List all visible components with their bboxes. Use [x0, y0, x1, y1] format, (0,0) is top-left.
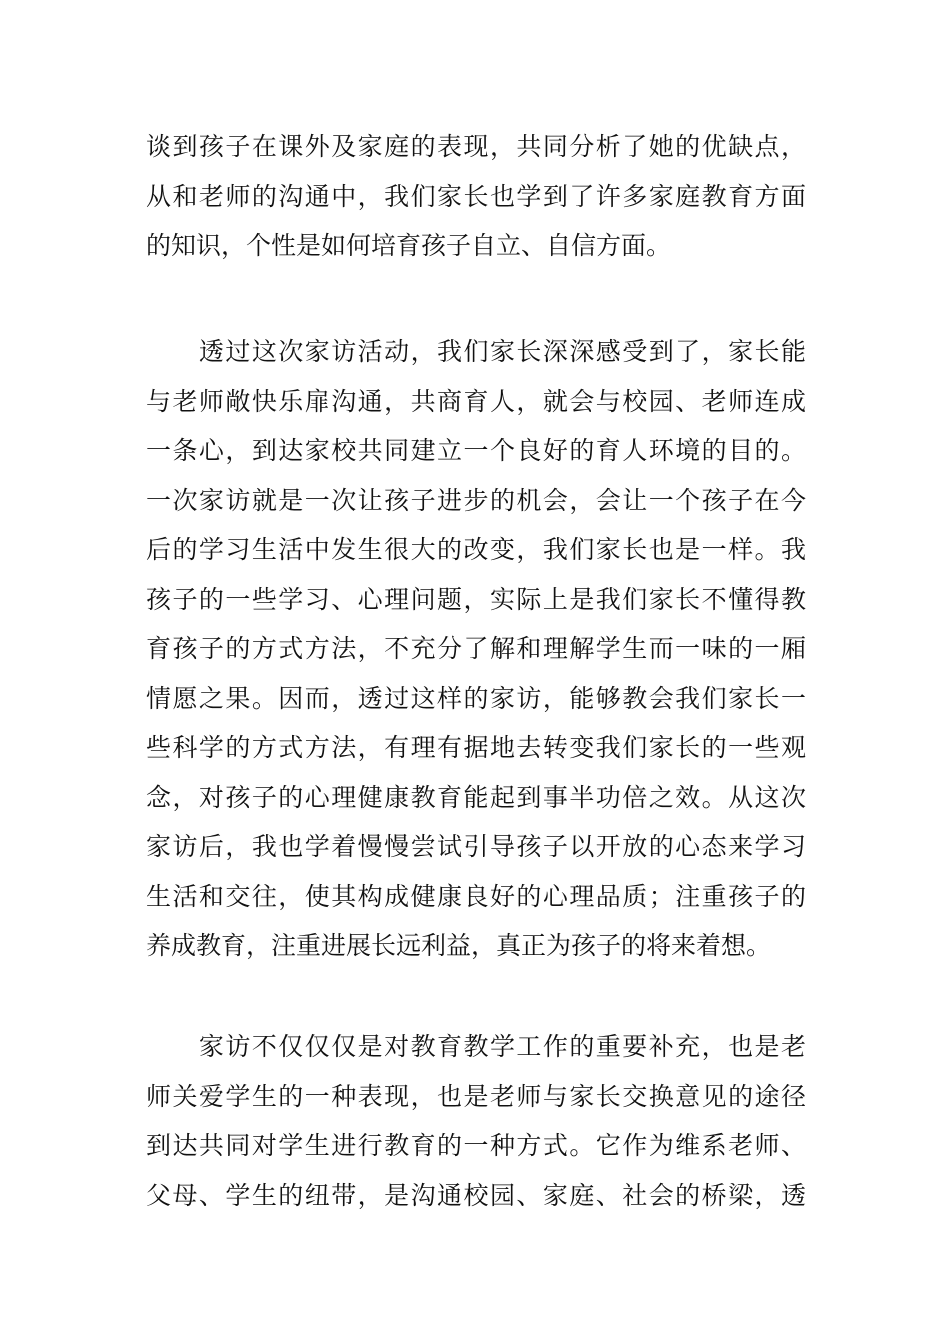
text-line: 到达共同对学生进行教育的一种方式。它作为维系老师、: [146, 1131, 806, 1160]
text-line: 孩子的一些学习、心理问题，实际上是我们家长不懂得教: [146, 584, 806, 614]
text-line: 的知识，个性是如何培育孩子自立、自信方面。: [146, 231, 672, 260]
text-line: 与老师敞快乐扉沟通，共商育人，就会与校园、老师连成: [146, 386, 806, 416]
text-line: 谈到孩子在课外及家庭的表现，共同分析了她的优缺点，: [146, 132, 806, 161]
text-line: 一次家访就是一次让孩子进步的机会，会让一个孩子在今: [146, 485, 806, 515]
text-line: 些科学的方式方法，有理有据地去转变我们家长的一些观: [146, 733, 806, 762]
text-line: 师关爱学生的一种表现，也是老师与家长交换意见的途径: [146, 1081, 806, 1111]
text-line: 养成教育，注重进展长远利益，真正为孩子的将来着想。: [146, 931, 772, 960]
text-line: 家访不仅仅仅是对教育教学工作的重要补充，也是老: [146, 1032, 806, 1061]
paragraph-2: [146, 327, 806, 971]
paragraph-3: [146, 1022, 806, 1220]
text-line: 情愿之果。因而，透过这样的家访，能够教会我们家长一: [146, 683, 806, 713]
paragraph-1: [146, 122, 806, 271]
text-line: 后的学习生活中发生很大的改变，我们家长也是一样。我: [146, 535, 806, 564]
text-line: 育孩子的方式方法，不充分了解和理解学生而一味的一厢: [146, 634, 806, 663]
text-line: 父母、学生的纽带，是沟通校园、家庭、社会的桥梁，透: [146, 1180, 806, 1210]
text-line: 从和老师的沟通中，我们家长也学到了许多家庭教育方面: [146, 181, 806, 211]
text-line: 生活和交往，使其构成健康良好的心理品质；注重孩子的: [146, 881, 806, 911]
text-line: 念，对孩子的心理健康教育能起到事半功倍之效。从这次: [146, 782, 806, 812]
text-line: 一条心，到达家校共同建立一个良好的育人环境的目的。: [146, 436, 806, 465]
text-line: 家访后，我也学着慢慢尝试引导孩子以开放的心态来学习: [146, 832, 806, 861]
text-line: 透过这次家访活动，我们家长深深感受到了，家长能: [146, 337, 806, 366]
